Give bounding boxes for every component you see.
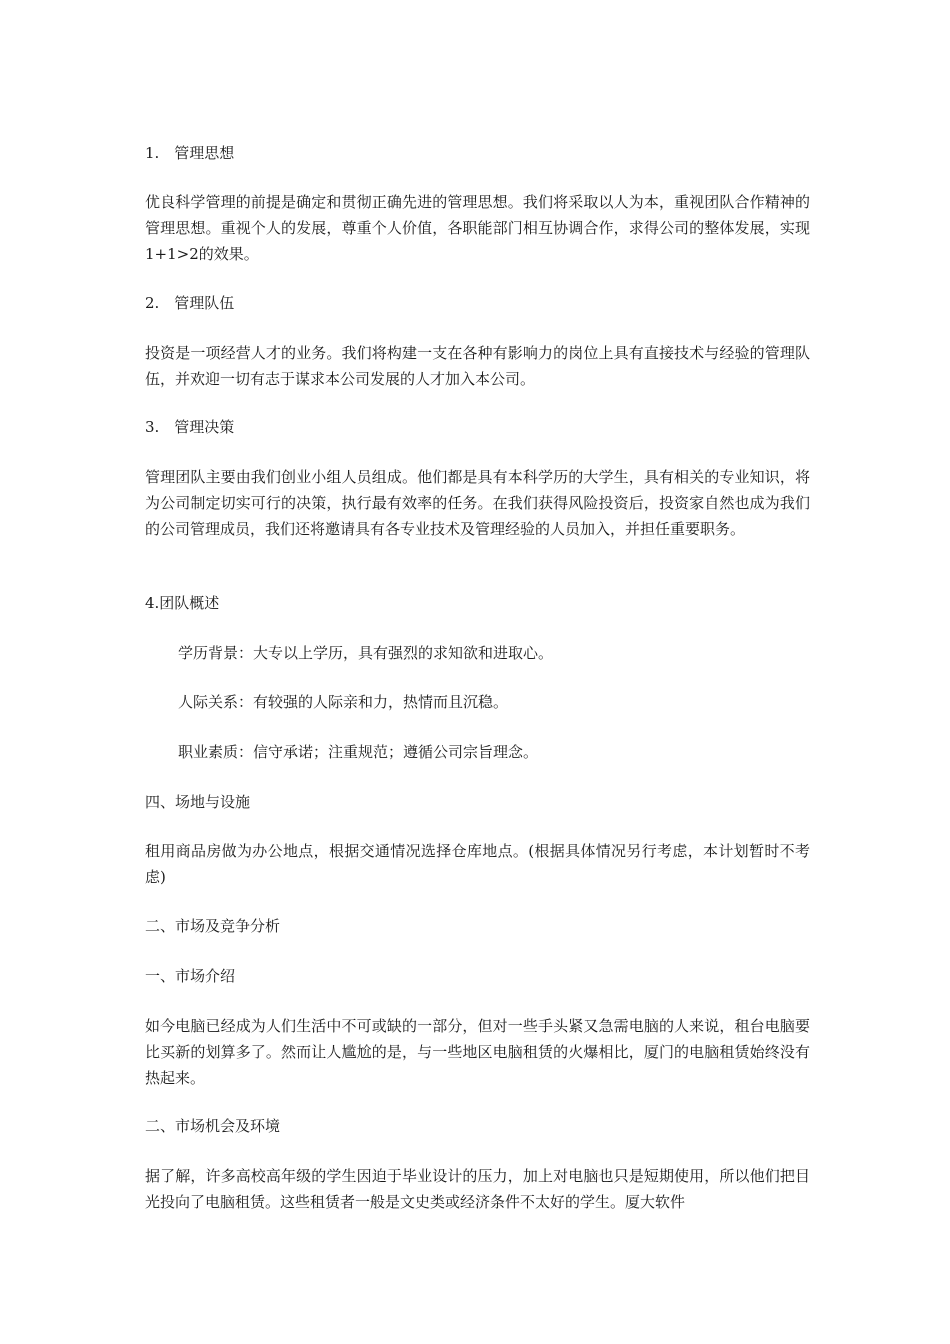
section-heading-market-intro: 一、市场介绍 [145,967,236,985]
team-item-professional: 职业素质：信守承诺；注重规范；遵循公司宗旨理念。 [178,743,539,761]
section-heading-management-team: 2. 管理队伍 [145,294,235,312]
paragraph-management-philosophy: 优良科学管理的前提是确定和贯彻正确先进的管理思想。我们将采取以人为本，重视团队合作精神的管理思想。重视个人的发展，尊重个人价值，各职能部门相互协调合作，求得公司的整体发展，实现1+1>2的效果。 [145,193,810,263]
section-heading-management-philosophy: 1. 管理思想 [145,144,235,162]
paragraph-market-opportunity: 据了解，许多高校高年级的学生因迫于毕业设计的压力，加上对电脑也只是短期使用，所以他们把目光投向了电脑租赁。这些租赁者一般是文史类或经济条件不太好的学生。厦大软件 [145,1167,810,1211]
paragraph-management-team: 投资是一项经营人才的业务。我们将构建一支在各种有影响力的岗位上具有直接技术与经验的管理队伍，并欢迎一切有志于谋求本公司发展的人才加入本公司。 [145,344,810,388]
paragraph-market-intro: 如今电脑已经成为人们生活中不可或缺的一部分，但对一些手头紧又急需电脑的人来说，租台电脑要比买新的划算多了。然而让人尴尬的是，与一些地区电脑租赁的火爆相比，厦门的电脑租赁始终没有热起来。 [145,1017,810,1087]
section-heading-team-overview: 4.团队概述 [145,594,220,612]
section-heading-market-opportunity: 二、市场机会及环境 [145,1117,281,1135]
section-heading-market-analysis: 二、市场及竞争分析 [145,917,281,935]
section-heading-management-decision: 3. 管理决策 [145,418,235,436]
section-heading-venue: 四、场地与设施 [145,793,251,811]
team-item-education: 学历背景：大专以上学历，具有强烈的求知欲和进取心。 [178,644,554,662]
paragraph-management-decision: 管理团队主要由我们创业小组人员组成。他们都是具有本科学历的大学生，具有相关的专业知识，将为公司制定切实可行的决策，执行最有效率的任务。在我们获得风险投资后，投资家自然也成为我们的公司管理成员，我们还将邀请具有各专业技术及管理经验的人员加入，并担任重要职务。 [145,468,810,538]
team-item-relations: 人际关系：有较强的人际亲和力，热情而且沉稳。 [178,693,509,711]
paragraph-venue: 租用商品房做为办公地点，根据交通情况选择仓库地点。(根据具体情况另行考虑，本计划暂时不考虑) [145,842,810,886]
